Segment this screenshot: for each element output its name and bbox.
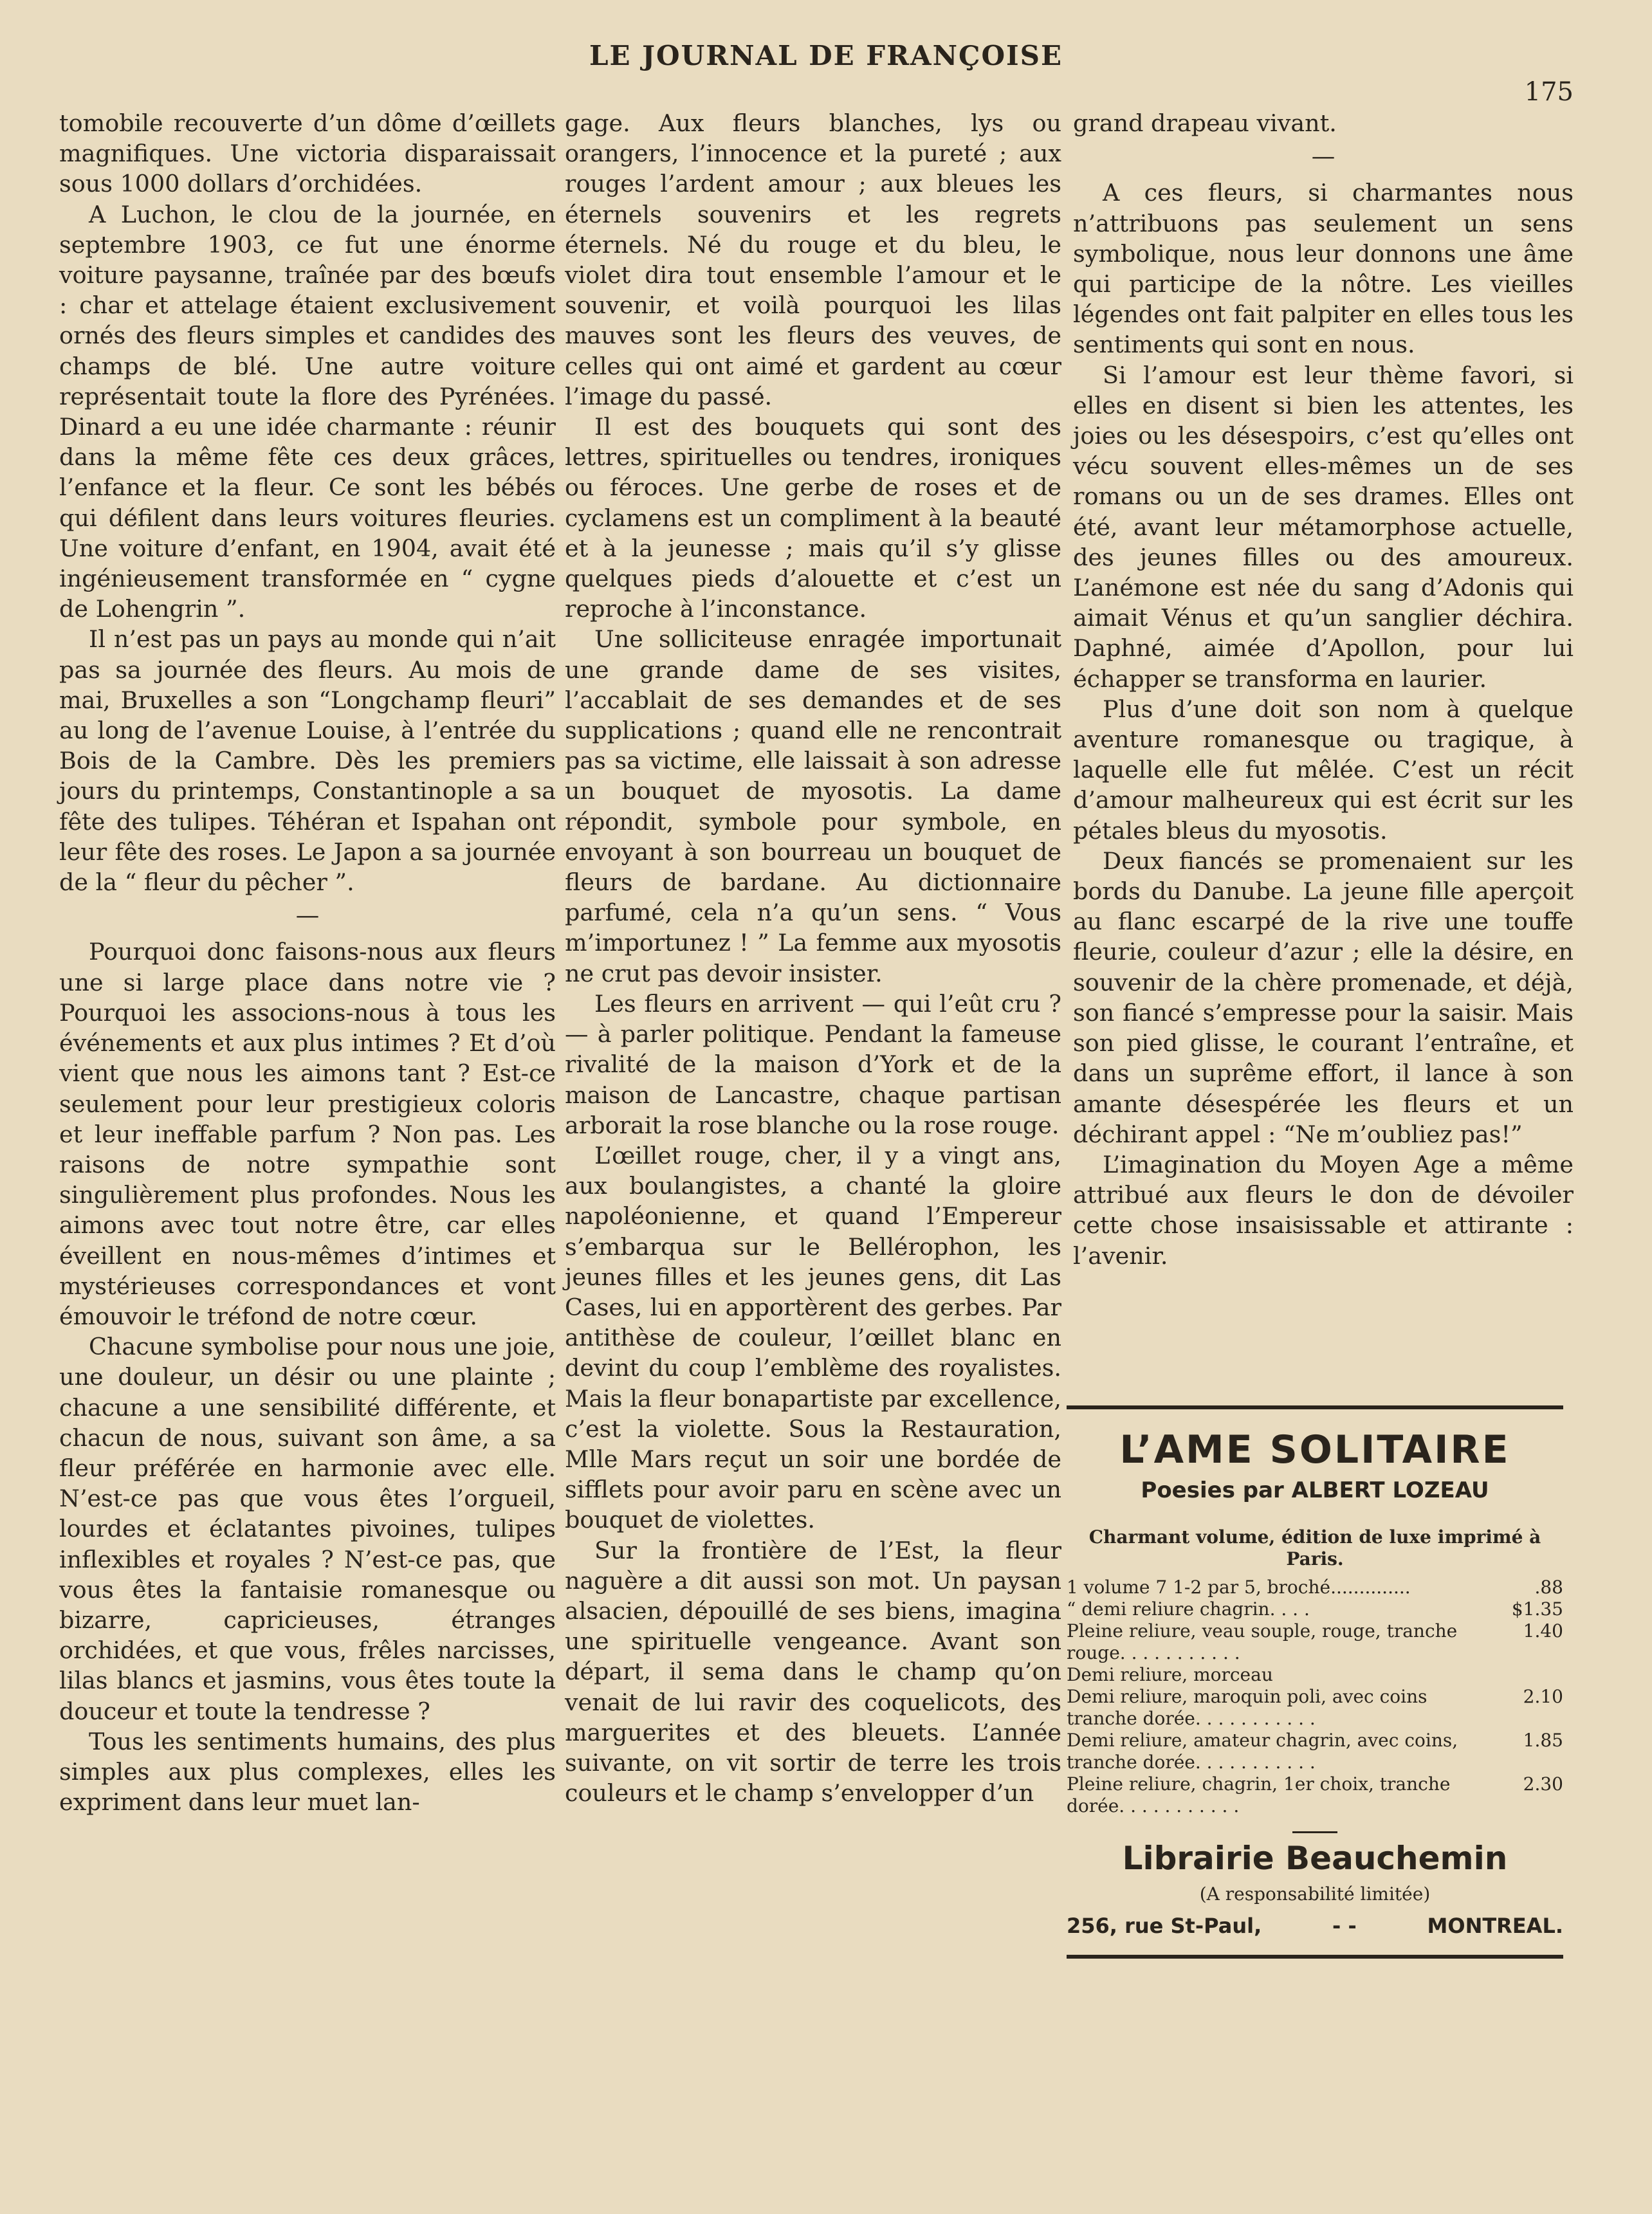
ad-address-separator: - - bbox=[1332, 1914, 1357, 1938]
ad-item-label: “ demi reliure chagrin. . . . bbox=[1067, 1598, 1310, 1620]
paragraph: gage. Aux fleurs blanches, lys ou orangers, l’innocence et la pureté ; aux rouges l’ardent amour ; aux bleues les éternels souvenirs et les regrets éternels. Né du rouge et du bleu, le violet dira tout ensemble l’amour et le souvenir, et voilà pourquoi les lilas mauves sont les fleurs des veuves, de celles qui ont aimé et gardent au cœur l’image du passé. bbox=[565, 109, 1061, 410]
ad-price-list bbox=[1067, 1577, 1563, 1817]
ad-item-label: 1 volume 7 1-2 par 5, broché.............. bbox=[1067, 1577, 1411, 1598]
ad-item-price: 1.85 bbox=[1523, 1730, 1563, 1751]
ad-item-label: Demi reliure, morceau bbox=[1067, 1664, 1273, 1685]
ad-item-label: Pleine reliure, chagrin, 1er choix, tranche dorée. . . . . . . . . . . bbox=[1067, 1773, 1451, 1816]
paragraph: A Luchon, le clou de la journée, en septembre 1903, ce fut une énorme voiture paysanne, traînée par des bœufs : char et attelage étaient exclusivement ornés des fleurs simples et candides des champs de blé. Une autre voiture représentait toute la flore des Pyrénées. Dinard a eu une idée charmante : réunir dans la même fête ces deux grâces, l’enfance et la fleur. Ce sont les bébés qui défilent dans leurs voitures fleuries. Une voiture d’enfant, en 1904, avait été ingénieusement transformée en “ cygne de Lohengrin ”. bbox=[59, 200, 556, 623]
ad-item-price: $1.35 bbox=[1511, 1598, 1563, 1620]
paragraph: Pourquoi donc faisons-nous aux fleurs une si large place dans notre vie ? Pourquoi les associons-nous à tous les événements et aux plus intimes ? Et d’où vient que nous les aimons tant ? Est-ce seulement pour leur prestigieux coloris et leur ineffable parfum ? Non pas. Les raisons de notre sympathie sont singulièrement plus profondes. Nous les aimons avec tout notre être, car elles éveillent en nous-mêmes d’intimes et mystérieuses correspondances et vont émouvoir le tréfond de notre cœur. bbox=[59, 938, 556, 1330]
ad-publisher: Librairie Beauchemin bbox=[1122, 1840, 1508, 1877]
paragraph: Il est des bouquets qui sont des lettres, spirituelles ou tendres, ironiques ou féroces. Une gerbe de roses et de cyclamens est un compliment à la beauté et à la jeunesse ; mais qu’il s’y glisse quelques pieds d’alouette et c’est un reproche à l’inconstance. bbox=[565, 413, 1061, 623]
paragraph: Deux fiancés se promenaient sur les bords du Danube. La jeune fille aperçoit au flanc escarpé de la rive une touffe fleurie, couleur d’azur ; elle la désire, en souvenir de la chère promenade, et déjà, son fiancé s’empresse pour la saisir. Mais son pied glisse, le courant l’entraîne, et dans un suprême effort, il lance à son amante désespérée les fleurs et un déchirant appel : “Ne m’oubliez pas!” bbox=[1073, 846, 1574, 1148]
ad-subtitle: Poesies par ALBERT LOZEAU bbox=[1141, 1478, 1489, 1503]
ad-price-item bbox=[1067, 1773, 1563, 1817]
ad-item-label: Demi reliure, maroquin poli, avec coins tranche dorée. . . . . . . . . . . bbox=[1067, 1686, 1427, 1729]
ad-price-item bbox=[1067, 1730, 1563, 1773]
ad-bottom-rule bbox=[1067, 1955, 1563, 1959]
ad-address-city: MONTREAL. bbox=[1427, 1914, 1563, 1938]
ad-item-price: 2.30 bbox=[1523, 1773, 1563, 1795]
ad-price-item bbox=[1067, 1686, 1563, 1730]
ad-price-item bbox=[1067, 1577, 1563, 1598]
ad-item-price: 1.40 bbox=[1523, 1620, 1563, 1642]
text-column-1 bbox=[59, 108, 556, 1817]
paragraph: Plus d’une doit son nom à quelque aventure romanesque ou tragique, à laquelle elle fut mêlée. C’est un récit d’amour malheureux qui est écrit sur les pétales bleus du myosotis. bbox=[1073, 695, 1574, 845]
paragraph: Chacune symbolise pour nous une joie, une douleur, un désir ou une plainte ; chacune a une sensibilité différente, et chacun de nous, suivant son âme, a sa fleur préférée en harmonie avec elle. N’est-ce pas que vous êtes l’orgueil, lourdes et éclatantes pivoines, tulipes inflexibles et royales ? N’est-ce pas, que vous êtes la fantaisie romanesque ou bizarre, capricieuses, étranges orchidées, et que vous, frêles narcisses, lilas blancs et jasmins, vous êtes toute la douceur et toute la tendresse ? bbox=[59, 1333, 556, 1725]
text-column-2 bbox=[565, 108, 1061, 1808]
paragraph: tomobile recouverte d’un dôme d’œillets magnifiques. Une victoria disparaissait sous 1000 dollars d’orchidées. bbox=[59, 109, 556, 198]
ad-responsibility: (A responsabilité limitée) bbox=[1199, 1883, 1431, 1905]
paragraph: Les fleurs en arrivent — qui l’eût cru ? — à parler politique. Pendant la fameuse rivalité de la maison d’York et de la maison de Lancastre, chaque partisan arborait la rose blanche ou la rose rouge. bbox=[565, 989, 1061, 1139]
ad-price-item bbox=[1067, 1620, 1563, 1664]
ad-item-price: 2.10 bbox=[1523, 1686, 1563, 1707]
section-separator: — bbox=[295, 901, 320, 929]
paragraph: L’œillet rouge, cher, il y a vingt ans, aux boulangistes, a chanté la gloire napoléonienne, et quand l’Empereur s’embarqua sur le Bellérophon, les jeunes filles et les jeunes gens, dit Las Cases, lui en apportèrent des gerbes. Par antithèse de couleur, l’œillet blanc en devint du coup l’emblème des royalistes. Mais la fleur bonapartiste par excellence, c’est la violette. Sous la Restauration, Mlle Mars reçut un soir une bordée de sifflets pour avoir paru en scène avec un bouquet de violettes. bbox=[565, 1141, 1061, 1534]
paragraph: Tous les sentiments humains, des plus simples aux plus complexes, elles les expriment dans leur muet lan- bbox=[59, 1727, 556, 1816]
section-separator: — bbox=[1311, 142, 1335, 170]
ad-item-price bbox=[1499, 1664, 1563, 1686]
page-header: LE JOURNAL DE FRANÇOISE bbox=[589, 40, 1063, 71]
paragraph: Si l’amour est leur thème favori, si elles en disent si bien les attentes, les joies ou les désespoirs, c’est qu’elles ont vécu souvent elles-mêmes un de ses romans ou un de ses drames. Elles ont été, avant leur métamorphose actuelle, des jeunes filles ou des amoureux. L’anémone est née du sang d’Adonis qui aimait Vénus et qu’un sanglier déchira. Daphné, aimée d’Apollon, pour lui échapper se transforma en laurier. bbox=[1073, 361, 1574, 693]
ad-description: Charmant volume, édition de luxe imprimé à Paris. bbox=[1088, 1526, 1541, 1569]
ad-title: L’AME SOLITAIRE bbox=[1119, 1427, 1510, 1472]
paragraph: A ces fleurs, si charmantes nous n’attribuons pas seulement un sens symbolique, nous leur donnons une âme qui participe de la nôtre. Les vieilles légendes ont fait palpiter en elles tous les sentiments qui sont en nous. bbox=[1073, 179, 1574, 359]
ad-item-label: Demi reliure, amateur chagrin, avec coins, tranche dorée. . . . . . . . . . . bbox=[1067, 1730, 1458, 1773]
paragraph: L’imagination du Moyen Age a même attribué aux fleurs le don de dévoiler cette chose insaisissable et attirante : l’avenir. bbox=[1073, 1150, 1574, 1270]
paragraph: Sur la frontière de l’Est, la fleur naguère a dit aussi son mot. Un paysan alsacien, dépouillé de ses biens, imagina une spirituelle vengeance. Avant son départ, il sema dans le champ qu’on venait de lui ravir des coquelicots, des marguerites et des bleuets. L’année suivante, on vit sortir de terre les trois couleurs et le champ s’envelopper d’un bbox=[565, 1536, 1061, 1807]
paragraph: grand drapeau vivant. bbox=[1073, 109, 1337, 137]
paragraph: Il n’est pas un pays au monde qui n’ait pas sa journée des fleurs. Au mois de mai, Bruxelles a son “Longchamp fleuri” au long de l’avenue Louise, à l’entrée du Bois de la Cambre. Dès les premiers jours du printemps, Constantinople a sa fête des tulipes. Téhéran et Ispahan ont leur fête des roses. Le Japon a sa journée de la “ fleur du pêcher ”. bbox=[59, 625, 556, 897]
paragraph: Une solliciteuse enragée importunait une grande dame de ses visites, l’accablait de ses demandes et de ses supplications ; quand elle ne rencontrait pas sa victime, elle laissait à son adresse un bouquet de myosotis. La dame répondit, symbole pour symbole, en envoyant à son bourreau un bouquet de fleurs de bardane. Au dictionnaire parfumé, cela n’a qu’un sens. “ Vous m’importunez ! ” La femme aux myosotis ne crut pas devoir insister. bbox=[565, 625, 1061, 987]
ad-top-rule bbox=[1067, 1405, 1563, 1409]
text-column-3 bbox=[1073, 108, 1574, 1271]
ad-price-item bbox=[1067, 1664, 1563, 1686]
ad-item-price: .88 bbox=[1534, 1577, 1563, 1598]
ad-item-label: Pleine reliure, veau souple, rouge, tranche rouge. . . . . . . . . . . bbox=[1067, 1620, 1458, 1663]
page-number: 175 bbox=[1524, 77, 1574, 107]
ad-address-street: 256, rue St-Paul, bbox=[1067, 1914, 1262, 1938]
ad-price-item bbox=[1067, 1598, 1563, 1620]
book-advertisement bbox=[1067, 1405, 1563, 1959]
ad-address bbox=[1067, 1914, 1563, 1938]
ad-divider bbox=[1292, 1831, 1337, 1833]
